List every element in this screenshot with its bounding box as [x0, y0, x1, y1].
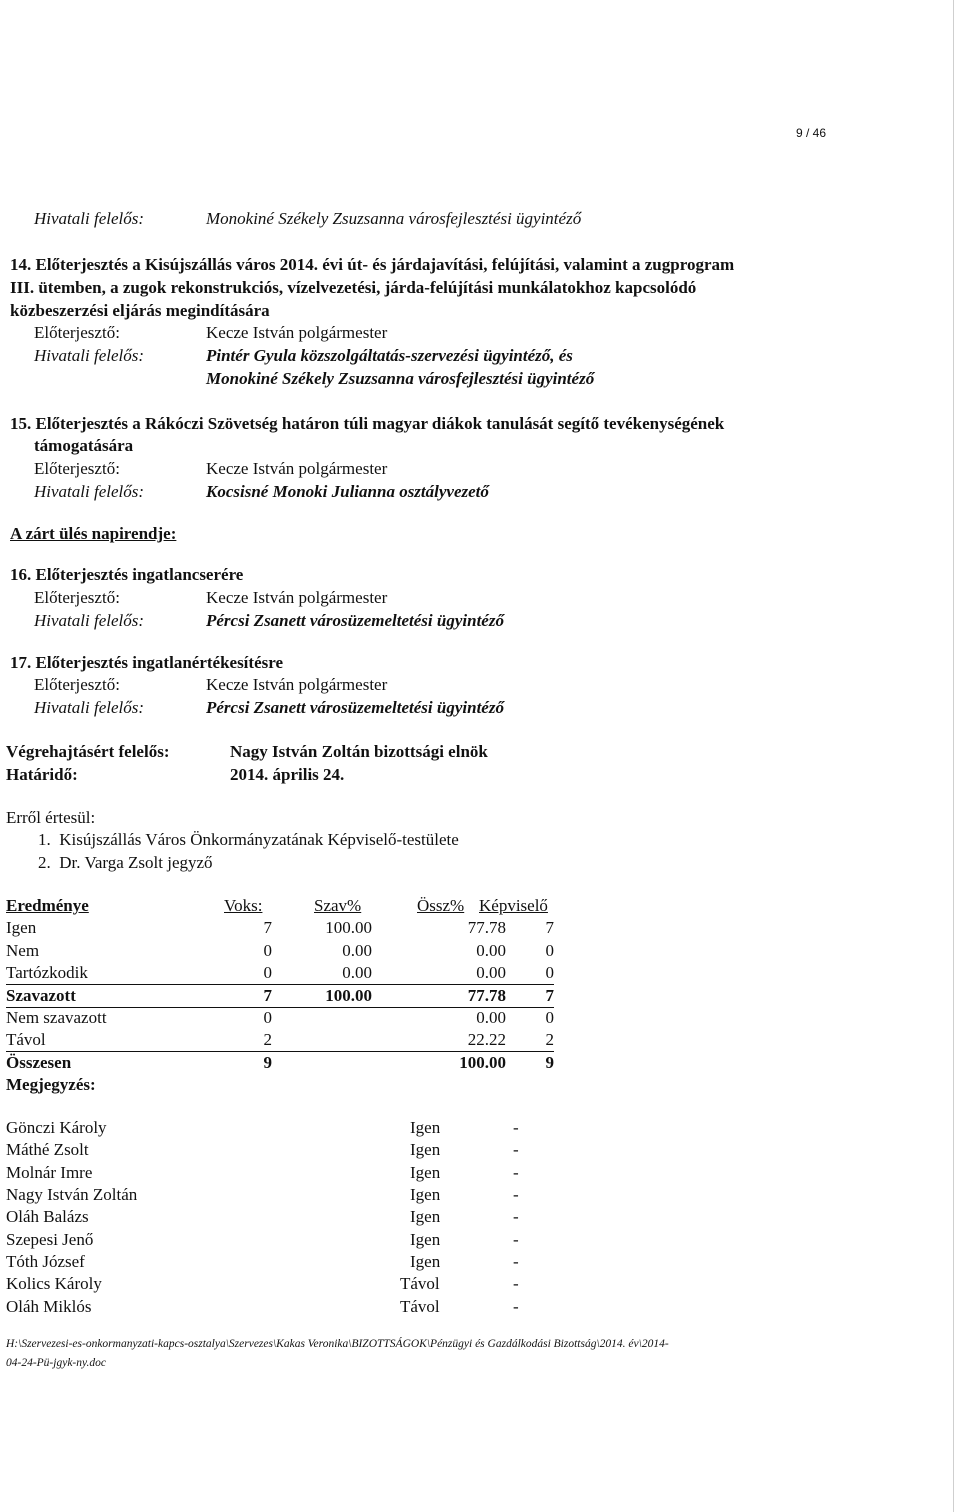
- item15-title-line1: 15. Előterjesztés a Rákóczi Szövetség határon túli magyar diákok tanulását segítő tevékenységének: [10, 414, 725, 433]
- item15-title-line2: támogatására: [34, 436, 134, 455]
- table-cell-votes: 7: [263, 986, 272, 1005]
- vote-name: Máthé Zsolt: [6, 1140, 89, 1159]
- page-number: 9 / 46: [796, 126, 827, 140]
- results-header-total-pct: Össz%: [417, 896, 465, 915]
- table-cell-total-pct: 77.78: [467, 918, 506, 937]
- table-cell-total-pct: 0.00: [476, 1008, 506, 1027]
- notice-item-2: 2. Dr. Varga Zsolt jegyző: [38, 853, 213, 872]
- item16-resp: Pércsi Zsanett városüzemeltetési ügyintéző: [206, 611, 504, 630]
- item17-presenter: Kecze István polgármester: [206, 675, 388, 694]
- table-row-label: Nem: [6, 941, 40, 960]
- item17-resp: Pércsi Zsanett városüzemeltetési ügyintéző: [206, 698, 504, 717]
- table-cell-votes: 0: [263, 963, 272, 982]
- table-cell-votes: 9: [263, 1053, 272, 1072]
- vote-name: Kolics Károly: [6, 1274, 102, 1293]
- table-row-label: Nem szavazott: [6, 1008, 107, 1027]
- table-cell-total-pct: 22.22: [467, 1030, 506, 1049]
- vote-value: Távol: [400, 1297, 440, 1316]
- vote-value: Igen: [410, 1185, 441, 1204]
- item14-resp1: Pintér Gyula közszolgáltatás-szervezési ügyintéző, és: [206, 346, 573, 365]
- footer-path-line1: H:\Szervezesi-es-onkormanyzati-kapcs-osztalya\Szervezes\Kakas Veronika\BIZOTTSÁGOK\Pénzügyi és Gazdálkodási Bizottság\2014. év\2014-: [6, 1338, 669, 1350]
- top-resp-label: Hivatali felelős:: [34, 209, 145, 228]
- item14-title-line1: 14. Előterjesztés a Kisújszállás város 2014. évi út- és járdajavítási, felújítási, valamint a zugprogram: [10, 255, 735, 274]
- vote-value: Igen: [410, 1252, 441, 1271]
- item14-presenter-label: Előterjesztő:: [34, 323, 120, 342]
- execution-label: Végrehajtásért felelős:: [6, 742, 170, 761]
- table-cell-total-pct: 100.00: [459, 1053, 506, 1072]
- table-row-label: Távol: [6, 1030, 46, 1049]
- top-resp-value: Monokiné Székely Zsuzsanna városfejlesztési ügyintéző: [206, 209, 582, 228]
- results-header-result: Eredménye: [6, 896, 89, 915]
- vote-value: Igen: [410, 1140, 441, 1159]
- item14-title-line2: III. ütemben, a zugok rekonstrukciós, vízelvezetési, járda-felújítási munkálatokhoz kapcsolódó: [10, 278, 697, 297]
- table-cell-reps: 0: [545, 963, 554, 982]
- vote-name: Gönczi Károly: [6, 1118, 107, 1137]
- vote-name: Oláh Balázs: [6, 1207, 89, 1226]
- item17-title: 17. Előterjesztés ingatlanértékesítésre: [10, 653, 284, 672]
- item15-presenter: Kecze István polgármester: [206, 459, 388, 478]
- table-row-label: Összesen: [6, 1053, 72, 1072]
- vote-note: -: [513, 1274, 519, 1293]
- vote-value: Igen: [410, 1230, 441, 1249]
- table-cell-reps: 0: [545, 941, 554, 960]
- notice-item-1: 1. Kisújszállás Város Önkormányzatának Képviselő-testülete: [38, 830, 459, 849]
- item17-presenter-label: Előterjesztő:: [34, 675, 120, 694]
- table-cell-total-pct: 0.00: [476, 941, 506, 960]
- table-cell-votes: 7: [263, 918, 272, 937]
- vote-value: Igen: [410, 1163, 441, 1182]
- table-cell-reps: 0: [545, 1008, 554, 1027]
- item15-presenter-label: Előterjesztő:: [34, 459, 120, 478]
- table-cell-pct: 0.00: [342, 963, 372, 982]
- item16-presenter: Kecze István polgármester: [206, 588, 388, 607]
- results-header-reps: Képviselő: [479, 896, 548, 915]
- vote-value: Igen: [410, 1118, 441, 1137]
- deadline-label: Határidő:: [6, 765, 78, 784]
- table-cell-pct: 0.00: [342, 941, 372, 960]
- vote-note: -: [513, 1297, 519, 1316]
- vote-note: -: [513, 1207, 519, 1226]
- item14-resp-label: Hivatali felelős:: [34, 346, 145, 365]
- vote-value: Igen: [410, 1207, 441, 1226]
- table-cell-votes: 0: [263, 1008, 272, 1027]
- table-cell-reps: 7: [545, 986, 554, 1005]
- results-header-pct: Szav%: [314, 896, 362, 915]
- vote-note: -: [513, 1163, 519, 1182]
- vote-note: -: [513, 1230, 519, 1249]
- item15-resp-label: Hivatali felelős:: [34, 482, 145, 501]
- vote-note: -: [513, 1252, 519, 1271]
- vote-name: Nagy István Zoltán: [6, 1185, 138, 1204]
- vote-name: Szepesi Jenő: [6, 1230, 94, 1249]
- table-cell-pct: 100.00: [325, 986, 372, 1005]
- vote-name: Molnár Imre: [6, 1163, 93, 1182]
- item14-title-line3: közbeszerzési eljárás megindítására: [10, 301, 270, 320]
- vote-note: -: [513, 1185, 519, 1204]
- execution-value: Nagy István Zoltán bizottsági elnök: [230, 742, 488, 761]
- item14-resp2: Monokiné Székely Zsuzsanna városfejlesztési ügyintéző: [206, 369, 595, 388]
- item16-resp-label: Hivatali felelős:: [34, 611, 145, 630]
- vote-name: Oláh Miklós: [6, 1297, 92, 1316]
- table-cell-votes: 2: [263, 1030, 272, 1049]
- table-row-label: Tartózkodik: [6, 963, 88, 982]
- remarks-label: Megjegyzés:: [6, 1075, 96, 1094]
- item15-resp: Kocsisné Monoki Julianna osztályvezető: [206, 482, 489, 501]
- table-cell-reps: 2: [545, 1030, 554, 1049]
- notice-title: Erről értesül:: [6, 808, 96, 827]
- vote-note: -: [513, 1118, 519, 1137]
- table-cell-total-pct: 0.00: [476, 963, 506, 982]
- results-header-votes: Voks:: [224, 896, 263, 915]
- table-cell-votes: 0: [263, 941, 272, 960]
- table-cell-total-pct: 77.78: [467, 986, 506, 1005]
- footer-path-line2: 04-24-Pü-jgyk-ny.doc: [6, 1357, 106, 1369]
- table-row-label: Szavazott: [6, 986, 76, 1005]
- table-row-label: Igen: [6, 918, 37, 937]
- vote-note: -: [513, 1140, 519, 1159]
- scan-edge-line: [953, 0, 954, 1512]
- item17-resp-label: Hivatali felelős:: [34, 698, 145, 717]
- vote-value: Távol: [400, 1274, 440, 1293]
- deadline-value: 2014. április 24.: [230, 765, 345, 784]
- closed-session-heading: A zárt ülés napirendje:: [10, 524, 177, 543]
- item14-presenter: Kecze István polgármester: [206, 323, 388, 342]
- item16-presenter-label: Előterjesztő:: [34, 588, 120, 607]
- table-cell-pct: 100.00: [325, 918, 372, 937]
- item16-title: 16. Előterjesztés ingatlancserére: [10, 565, 244, 584]
- table-cell-reps: 7: [545, 918, 554, 937]
- table-cell-reps: 9: [545, 1053, 554, 1072]
- vote-name: Tóth József: [6, 1252, 85, 1271]
